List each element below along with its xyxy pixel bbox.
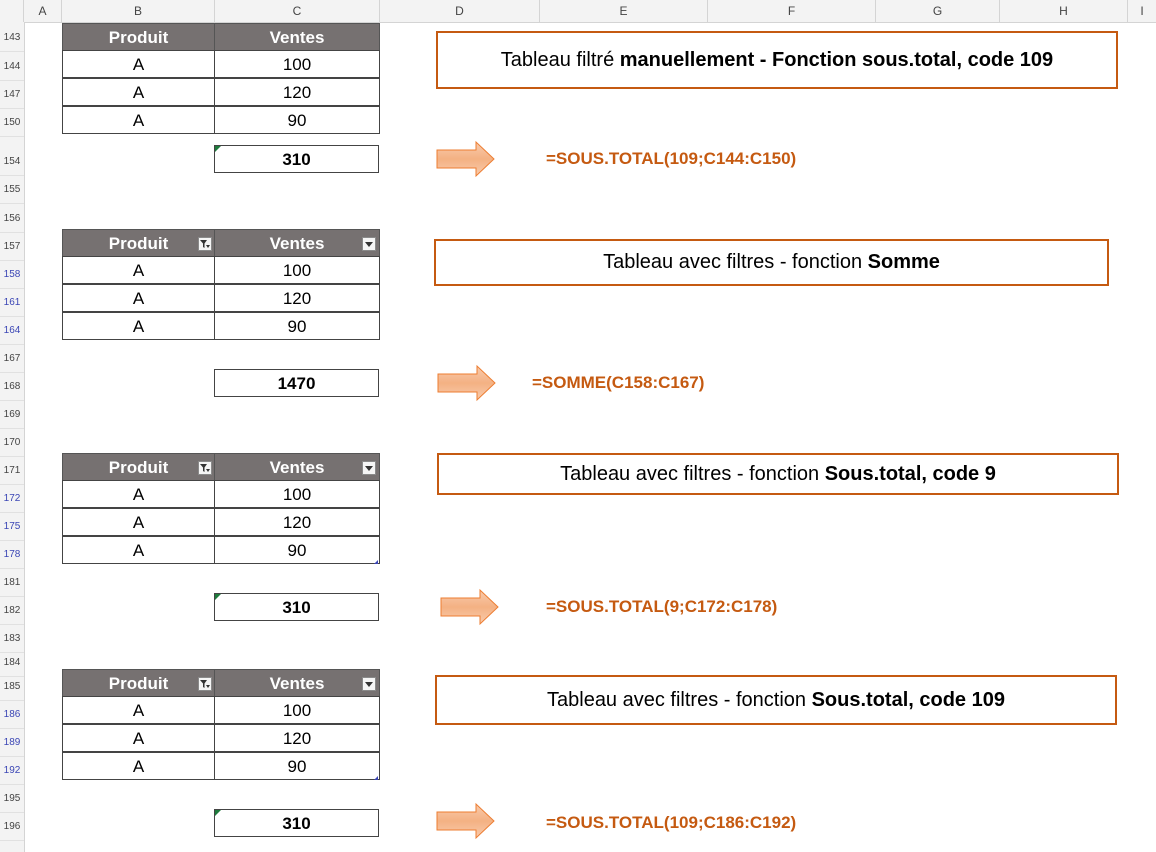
row-divider (0, 784, 24, 785)
total-value: 310 (282, 598, 311, 617)
caption-text: Tableau avec filtres - fonction (603, 251, 868, 273)
row-header[interactable]: 143 (3, 32, 21, 43)
filter-funnel-icon[interactable] (198, 461, 212, 475)
filter-funnel-icon[interactable] (198, 677, 212, 691)
table-cell[interactable]: 120 (214, 78, 380, 106)
row-divider (0, 51, 24, 52)
row-header[interactable]: 154 (3, 156, 21, 167)
table-cell[interactable]: 100 (214, 256, 380, 284)
caption-bold-text: Sous.total, code 109 (811, 689, 1005, 711)
sales-table-somme (62, 229, 380, 341)
total-cell[interactable] (214, 809, 379, 837)
row-header[interactable]: 189 (3, 737, 21, 748)
row-header[interactable]: 156 (3, 213, 21, 224)
row-divider (0, 400, 24, 401)
caption-box[interactable] (435, 675, 1117, 725)
header-produit[interactable]: Produit (62, 669, 215, 697)
table-cell[interactable]: A (62, 724, 215, 752)
right-arrow-icon (436, 140, 496, 178)
caption-text: Tableau filtré (500, 49, 620, 71)
row-header[interactable]: 196 (3, 821, 21, 832)
right-arrow-icon (437, 364, 497, 402)
column-header-i[interactable]: I (1140, 4, 1144, 18)
table-resize-handle[interactable] (374, 776, 378, 780)
row-divider (0, 652, 24, 653)
table-cell[interactable]: 100 (214, 480, 380, 508)
column-header-e[interactable]: E (540, 0, 708, 22)
total-cell[interactable] (214, 593, 379, 621)
row-header[interactable]: 158 (3, 269, 21, 280)
caption-text: Tableau avec filtres - fonction (560, 463, 825, 485)
filter-funnel-icon[interactable] (198, 237, 212, 251)
sales-table-manual-filter (62, 23, 380, 135)
row-divider (0, 676, 24, 677)
row-header[interactable]: 175 (3, 521, 21, 532)
row-header[interactable]: 147 (3, 89, 21, 100)
total-cell[interactable] (214, 145, 379, 173)
row-header[interactable]: 192 (3, 765, 21, 776)
total-cell[interactable] (214, 369, 379, 397)
table-cell[interactable]: 100 (214, 696, 380, 724)
row-divider (0, 624, 24, 625)
table-cell[interactable]: A (62, 480, 215, 508)
formula-text: =SOMME(C158:C167) (532, 373, 705, 392)
row-header[interactable]: 178 (3, 549, 21, 560)
total-value: 310 (282, 814, 311, 833)
row-divider (0, 288, 24, 289)
table-cell[interactable]: 90 (214, 752, 380, 780)
row-divider (0, 108, 24, 109)
header-ventes[interactable]: Ventes (214, 229, 380, 257)
column-header-c[interactable]: C (215, 0, 380, 22)
chevron-down-icon[interactable] (362, 237, 376, 251)
row-header[interactable]: 186 (3, 709, 21, 720)
row-divider (0, 812, 24, 813)
caption-box[interactable] (434, 239, 1109, 286)
table-cell[interactable]: A (62, 696, 215, 724)
row-header[interactable]: 170 (3, 437, 21, 448)
row-header[interactable]: 184 (3, 657, 21, 668)
table-cell[interactable]: 90 (214, 106, 380, 134)
caption-bold-text: Somme (867, 251, 940, 273)
row-divider (0, 568, 24, 569)
caption-bold-text: Sous.total, code 9 (824, 463, 996, 485)
sales-table-soustotal-9 (62, 453, 380, 565)
row-header[interactable]: 161 (3, 297, 21, 308)
formula-text: =SOUS.TOTAL(109;C186:C192) (546, 813, 797, 832)
formula-text: =SOUS.TOTAL(9;C172:C178) (546, 597, 778, 616)
row-header[interactable]: 155 (3, 184, 21, 195)
formula-text: =SOUS.TOTAL(109;C144:C150) (546, 149, 797, 168)
header-produit[interactable]: Produit (62, 229, 215, 257)
column-header-b[interactable]: B (62, 0, 215, 22)
row-header[interactable]: 172 (3, 493, 21, 504)
select-all-corner[interactable] (0, 0, 24, 22)
row-header[interactable]: 183 (3, 633, 21, 644)
row-header[interactable]: 171 (3, 465, 21, 476)
formula-indicator-icon (215, 146, 221, 152)
row-divider (0, 540, 24, 541)
row-divider (0, 728, 24, 729)
row-header[interactable]: 169 (3, 409, 21, 420)
right-arrow-icon (436, 802, 496, 840)
row-divider (0, 456, 24, 457)
right-arrow-icon (440, 588, 500, 626)
row-header[interactable]: 181 (3, 577, 21, 588)
formula-indicator-icon (215, 810, 221, 816)
header-produit[interactable]: Produit (62, 453, 215, 481)
table-cell[interactable]: A (62, 536, 215, 564)
row-divider (0, 316, 24, 317)
table-cell[interactable]: A (62, 78, 215, 106)
row-divider (0, 260, 24, 261)
row-divider (0, 596, 24, 597)
row-divider (0, 203, 24, 204)
column-header-h[interactable]: H (1000, 0, 1128, 22)
row-header[interactable]: 167 (3, 353, 21, 364)
row-divider (0, 372, 24, 373)
caption-box[interactable] (436, 31, 1118, 89)
row-header[interactable]: 164 (3, 325, 21, 336)
table-resize-handle[interactable] (374, 560, 378, 564)
caption-box[interactable] (437, 453, 1119, 495)
total-value: 1470 (277, 374, 316, 393)
table-cell[interactable]: A (62, 312, 215, 340)
table-cell[interactable]: A (62, 106, 215, 134)
row-divider (0, 428, 24, 429)
header-ventes[interactable]: Ventes (214, 669, 380, 697)
row-divider (0, 512, 24, 513)
table-cell[interactable]: A (62, 508, 215, 536)
table-cell[interactable]: A (62, 256, 215, 284)
column-header-f[interactable]: F (708, 0, 876, 22)
column-header-bar (0, 0, 1156, 23)
row-header[interactable]: 195 (3, 793, 21, 804)
row-divider (0, 700, 24, 701)
row-header[interactable]: 182 (3, 605, 21, 616)
row-header[interactable]: 168 (3, 381, 21, 392)
caption-bold-text: manuellement - Fonction sous.total, code 109 (619, 49, 1054, 71)
table-cell[interactable]: A (62, 752, 215, 780)
row-divider (0, 136, 24, 137)
total-value: 310 (282, 150, 311, 169)
column-header-d[interactable]: D (380, 0, 540, 22)
header-ventes[interactable]: Ventes (214, 453, 380, 481)
table-cell[interactable]: 120 (214, 284, 380, 312)
sales-table-soustotal-109 (62, 669, 380, 781)
row-header[interactable]: 150 (3, 117, 21, 128)
row-header[interactable]: 144 (3, 61, 21, 72)
table-cell[interactable]: A (62, 50, 215, 78)
table-cell[interactable]: 120 (214, 508, 380, 536)
row-divider (0, 175, 24, 176)
row-header[interactable]: 157 (3, 241, 21, 252)
header-ventes[interactable]: Ventes (214, 23, 380, 51)
table-cell[interactable]: 90 (214, 312, 380, 340)
row-header[interactable]: 185 (3, 681, 21, 692)
chevron-down-icon[interactable] (362, 677, 376, 691)
table-cell[interactable]: 120 (214, 724, 380, 752)
row-divider (0, 484, 24, 485)
row-divider (0, 840, 24, 841)
table-cell[interactable]: 90 (214, 536, 380, 564)
column-header-g[interactable]: G (876, 0, 1000, 22)
chevron-down-icon[interactable] (362, 461, 376, 475)
table-cell[interactable]: 100 (214, 50, 380, 78)
header-produit[interactable]: Produit (62, 23, 215, 51)
formula-indicator-icon (215, 594, 221, 600)
row-divider (0, 80, 24, 81)
table-cell[interactable]: A (62, 284, 215, 312)
row-divider (0, 232, 24, 233)
row-divider (0, 344, 24, 345)
caption-text: Tableau avec filtres - fonction (547, 689, 812, 711)
column-header-a[interactable]: A (24, 0, 62, 22)
row-divider (0, 756, 24, 757)
